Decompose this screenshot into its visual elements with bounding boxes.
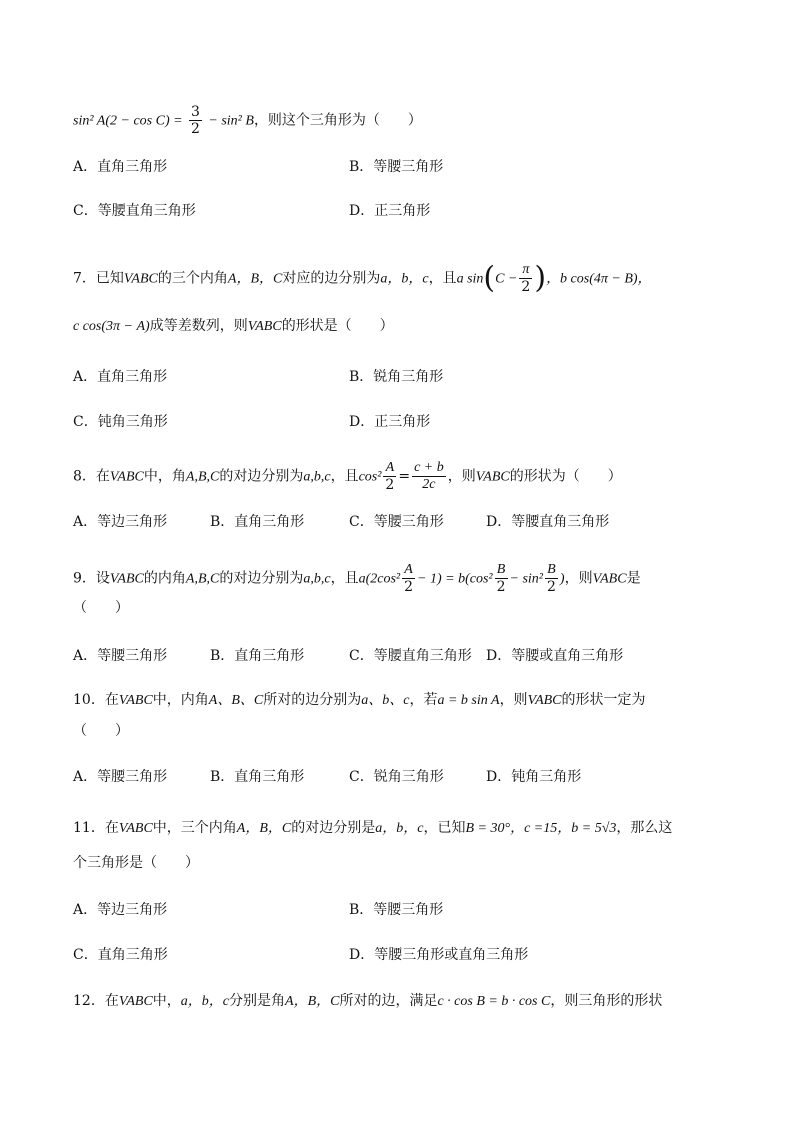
- q6-rhs: − sin² B: [208, 113, 254, 129]
- q12-statement: 12．在VABC中，a，b，c分别是角A，B，C所对的边，满足c · cos B = b · cos C，则三角形的形状: [73, 993, 663, 1009]
- q9-statement: 9．设VABC的内角A,B,C的对边分别为a,b,c，且a(2cos² $\frac{A}{2}$ − 1) = b(cos² $\frac{B}{2}$ − sin² $\frac{B}{2}$ )，则VABC是: [73, 562, 641, 595]
- q6-option-a: A．直角三角形: [73, 159, 168, 175]
- q10-option-a: A．等腰三角形: [73, 769, 168, 785]
- q6-statement: [73, 104, 422, 137]
- q6-option-d: D．正三角形: [349, 203, 431, 219]
- triangle-symbol: VABC: [123, 271, 158, 287]
- q6-option-b: B．等腰三角形: [349, 159, 444, 175]
- q9-option-b: B．直角三角形: [210, 648, 305, 664]
- q10-line2: （ ）: [73, 723, 129, 739]
- q8-option-a: A．等边三角形: [73, 514, 168, 530]
- q10-option-d: D．钝角三角形: [486, 769, 582, 785]
- q9-option-a: A．等腰三角形: [73, 648, 168, 664]
- triangle-symbol: VABC: [109, 571, 144, 587]
- triangle-symbol: VABC: [592, 571, 627, 587]
- q8-option-b: B．直角三角形: [210, 514, 305, 530]
- q11-option-c: C．直角三角形: [73, 947, 168, 963]
- q9-option-d: D．等腰或直角三角形: [486, 648, 624, 664]
- q11-option-a: A．等边三角形: [73, 902, 168, 918]
- q9-line2: （ ）: [73, 600, 129, 616]
- q7-line2: c cos(3π − A)成等差数列，则VABC的形状是（ ）: [73, 318, 394, 334]
- q8-statement: 8．在VABC中，角A,B,C的对边分别为a,b,c，且cos² $\frac{A}{2}$ = $\frac{c + b}{2c}$ ，则VABC的形状为（ ）: [73, 460, 622, 493]
- q7-pi-fraction: $\frac{\pi}{2}$: [521, 262, 531, 295]
- q6-lhs: sin² A(2 − cos C) =: [73, 113, 183, 129]
- q7-line1: 7．已知VABC的三个内角A，B，C对应的边分别为a，b，c，且a sin(C − $\frac{\pi}{2}$ )，b cos(4π − B)，: [73, 260, 652, 296]
- q7-option-b: B．锐角三角形: [349, 369, 444, 385]
- triangle-symbol: VABC: [118, 994, 153, 1009]
- q11-option-d: D．等腰三角形或直角三角形: [349, 947, 529, 963]
- q7-option-a: A．直角三角形: [73, 369, 168, 385]
- q7-option-d: D．正三角形: [349, 414, 431, 430]
- q6-option-c: C．等腰直角三角形: [73, 203, 196, 219]
- triangle-symbol: VABC: [109, 469, 144, 485]
- q11-statement: 11．在VABC中，三个内角A，B，C的对边分别是a，b，c，已知B = 30°，c =15，b = 5√3，那么这: [73, 820, 673, 836]
- q10-statement: 10．在VABC中，内角A、B、C所对的边分别为a、b、c，若a = b sin A，则VABC的形状一定为: [73, 692, 646, 708]
- q8-option-c: C．等腰三角形: [349, 514, 444, 530]
- q10-option-b: B．直角三角形: [210, 769, 305, 785]
- q9-option-c: C．等腰直角三角形: [349, 648, 472, 664]
- q10-option-c: C．锐角三角形: [349, 769, 444, 785]
- q11-option-b: B．等腰三角形: [349, 902, 444, 918]
- triangle-symbol: VABC: [527, 693, 562, 708]
- q6-fraction: $\frac{3}{2}$: [191, 104, 200, 137]
- triangle-symbol: VABC: [475, 469, 510, 485]
- q8-option-d: D．等腰直角三角形: [486, 514, 610, 530]
- triangle-symbol: VABC: [118, 821, 153, 836]
- triangle-symbol: VABC: [247, 319, 282, 334]
- triangle-symbol: VABC: [118, 693, 153, 708]
- q11-line2: 个三角形是（ ）: [73, 855, 199, 871]
- q6-tail: ，则这个三角形为（ ）: [253, 112, 422, 129]
- q7-option-c: C．钝角三角形: [73, 414, 168, 430]
